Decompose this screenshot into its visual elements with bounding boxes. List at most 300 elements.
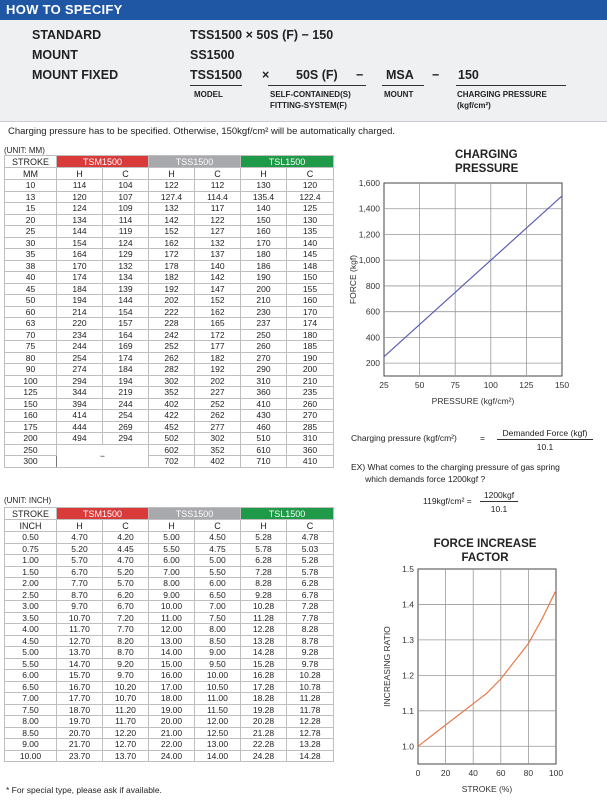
plot-frame bbox=[418, 569, 556, 764]
table-cell: 175 bbox=[5, 421, 57, 433]
table-cell: 19.28 bbox=[241, 704, 287, 716]
table-row bbox=[5, 444, 334, 456]
subheader-cell: H bbox=[57, 520, 103, 532]
subheader-cell: C bbox=[103, 168, 149, 180]
table-cell: 10.00 bbox=[149, 601, 195, 613]
table-cell: 7.28 bbox=[287, 601, 334, 613]
table-cell: 180 bbox=[287, 329, 334, 341]
table-cell: 157 bbox=[103, 318, 149, 330]
table-cell: 5.50 bbox=[149, 543, 195, 555]
tsl-header: TSL1500 bbox=[241, 508, 334, 520]
table-cell: 250 bbox=[241, 329, 287, 341]
table-row bbox=[5, 375, 334, 387]
table-subheader-row bbox=[5, 520, 334, 532]
pressure-code: 150 bbox=[458, 68, 479, 82]
table-cell: 8.50 bbox=[5, 727, 57, 739]
table-cell: 15.28 bbox=[241, 658, 287, 670]
table-cell: 4.50 bbox=[195, 532, 241, 544]
table-cell: 254 bbox=[103, 410, 149, 422]
table-cell: 300 bbox=[5, 456, 57, 468]
x-tick-label: 20 bbox=[440, 768, 451, 778]
table-cell: 11.70 bbox=[57, 624, 103, 636]
table-row bbox=[5, 589, 334, 601]
dash-1: − bbox=[356, 68, 364, 82]
table-cell: 90 bbox=[5, 364, 57, 376]
table-cell: 9.20 bbox=[103, 658, 149, 670]
table-cell: 6.50 bbox=[5, 681, 57, 693]
table-cell: 75 bbox=[5, 341, 57, 353]
plot-frame bbox=[384, 183, 562, 376]
table-cell: 352 bbox=[195, 444, 241, 456]
mount-label: MOUNT bbox=[32, 48, 78, 62]
table-cell: 16.28 bbox=[241, 670, 287, 682]
y-tick-label: 1.4 bbox=[402, 599, 414, 610]
table-cell: 192 bbox=[195, 364, 241, 376]
table-cell: 45 bbox=[5, 283, 57, 295]
table-row bbox=[5, 532, 334, 544]
table-cell: 160 bbox=[5, 410, 57, 422]
table-row bbox=[5, 249, 334, 261]
table-cell: 12.70 bbox=[57, 635, 103, 647]
table-cell: 12.50 bbox=[195, 727, 241, 739]
x-tick-label: 25 bbox=[379, 380, 389, 390]
table-cell: 6.28 bbox=[241, 555, 287, 567]
table-cell: 200 bbox=[241, 283, 287, 295]
table-cell: 414 bbox=[57, 410, 103, 422]
table-subheader-row bbox=[5, 168, 334, 180]
table-cell: 4.00 bbox=[5, 624, 57, 636]
subheader-cell: INCH bbox=[5, 520, 57, 532]
table-cell: 14.00 bbox=[195, 750, 241, 762]
table-cell: 11.20 bbox=[103, 704, 149, 716]
table-cell: 270 bbox=[287, 410, 334, 422]
table-cell: 109 bbox=[103, 203, 149, 215]
table-cell: 142 bbox=[149, 214, 195, 226]
table-row bbox=[5, 341, 334, 353]
table-cell: 227 bbox=[195, 387, 241, 399]
table-cell: 8.28 bbox=[287, 624, 334, 636]
table-cell: 70 bbox=[5, 329, 57, 341]
table-cell: 164 bbox=[57, 249, 103, 261]
subheader-cell: H bbox=[149, 520, 195, 532]
table-cell: 0.75 bbox=[5, 543, 57, 555]
table-cell: 7.70 bbox=[57, 578, 103, 590]
table-cell: 6.78 bbox=[287, 589, 334, 601]
table-cell: 202 bbox=[195, 375, 241, 387]
table-cell: 244 bbox=[57, 341, 103, 353]
table-cell: 10.50 bbox=[195, 681, 241, 693]
table-cell: 6.70 bbox=[57, 566, 103, 578]
formula-lhs: Charging pressure (kgf/cm²) bbox=[351, 433, 457, 443]
table-cell: 10.70 bbox=[103, 693, 149, 705]
table-cell: 5.50 bbox=[195, 566, 241, 578]
table-row bbox=[5, 433, 334, 445]
factor-chart-title: FORCE INCREASE FACTOR bbox=[433, 538, 537, 564]
table-row bbox=[5, 739, 334, 751]
y-tick-label: 1,600 bbox=[358, 178, 380, 188]
table-cell: 8.20 bbox=[103, 635, 149, 647]
dash-2: − bbox=[432, 68, 440, 82]
y-tick-label: 800 bbox=[365, 280, 380, 291]
x-axis-label: STROKE (%) bbox=[461, 784, 513, 794]
table-row bbox=[5, 352, 334, 364]
table-cell: 12.78 bbox=[287, 727, 334, 739]
table-cell: 162 bbox=[195, 306, 241, 318]
table-cell: 269 bbox=[103, 421, 149, 433]
table-cell: 20.70 bbox=[57, 727, 103, 739]
subheader-cell: MM bbox=[5, 168, 57, 180]
table-cell: 6.28 bbox=[287, 578, 334, 590]
table-cell: 19.00 bbox=[149, 704, 195, 716]
table-cell: 4.20 bbox=[103, 532, 149, 544]
table-row bbox=[5, 398, 334, 410]
table-cell: 7.28 bbox=[241, 566, 287, 578]
table-cell: 9.00 bbox=[195, 647, 241, 659]
table-cell: 13.70 bbox=[103, 750, 149, 762]
table-cell: 17.00 bbox=[149, 681, 195, 693]
table-row bbox=[5, 543, 334, 555]
table-cell: 174 bbox=[287, 318, 334, 330]
table-cell: 8.50 bbox=[195, 635, 241, 647]
table-cell: 610 bbox=[241, 444, 287, 456]
table-cell: 120 bbox=[287, 180, 334, 192]
table-cell: 210 bbox=[287, 375, 334, 387]
table-cell: 260 bbox=[241, 341, 287, 353]
subheader-cell: C bbox=[103, 520, 149, 532]
table-cell: 122.4 bbox=[287, 191, 334, 203]
mount-code: SS1500 bbox=[190, 48, 235, 62]
table-cell: 80 bbox=[5, 352, 57, 364]
mm-unit-label: (UNIT: MM) bbox=[4, 146, 45, 155]
table-cell: 9.28 bbox=[241, 589, 287, 601]
x-tick-label: 0 bbox=[415, 768, 421, 778]
tsm-header: TSM1500 bbox=[57, 156, 149, 168]
subheader-cell: C bbox=[195, 520, 241, 532]
table-cell: 150 bbox=[241, 214, 287, 226]
table-cell: 15 bbox=[5, 203, 57, 215]
table-cell: 7.00 bbox=[5, 693, 57, 705]
model-caption: MODEL bbox=[194, 90, 223, 99]
table-cell: 8.28 bbox=[241, 578, 287, 590]
table-cell: 254 bbox=[57, 352, 103, 364]
table-cell: 35 bbox=[5, 249, 57, 261]
table-cell: 11.78 bbox=[287, 704, 334, 716]
spec-panel bbox=[0, 20, 607, 122]
table-cell: 3.50 bbox=[5, 612, 57, 624]
table-cell: 244 bbox=[103, 398, 149, 410]
table-cell: 182 bbox=[195, 352, 241, 364]
table-row bbox=[5, 226, 334, 238]
table-cell: 22.00 bbox=[149, 739, 195, 751]
table-cell: 13.70 bbox=[57, 647, 103, 659]
table-cell: 260 bbox=[287, 398, 334, 410]
table-cell: 140 bbox=[287, 237, 334, 249]
table-cell: 8.00 bbox=[5, 716, 57, 728]
table-cell: 11.28 bbox=[287, 693, 334, 705]
table-cell: 2.50 bbox=[5, 589, 57, 601]
table-cell: 262 bbox=[149, 352, 195, 364]
table-cell: 360 bbox=[241, 387, 287, 399]
table-cell: 114 bbox=[103, 214, 149, 226]
table-cell: 3.00 bbox=[5, 601, 57, 613]
table-cell: 17.28 bbox=[241, 681, 287, 693]
table-cell: 192 bbox=[149, 283, 195, 295]
table-cell: 184 bbox=[57, 283, 103, 295]
table-cell: 135 bbox=[287, 226, 334, 238]
table-cell: 8.00 bbox=[149, 578, 195, 590]
table-cell: 10.28 bbox=[241, 601, 287, 613]
table-cell: 124 bbox=[103, 237, 149, 249]
table-cell: 160 bbox=[287, 295, 334, 307]
table-cell: 154 bbox=[103, 306, 149, 318]
table-cell: 14.28 bbox=[287, 750, 334, 762]
table-cell: 9.70 bbox=[103, 670, 149, 682]
table-cell: 174 bbox=[57, 272, 103, 284]
table-row bbox=[5, 681, 334, 693]
table-cell: 11.70 bbox=[103, 716, 149, 728]
table-cell: 6.00 bbox=[195, 578, 241, 590]
table-row bbox=[5, 578, 334, 590]
table-cell: 152 bbox=[149, 226, 195, 238]
x-tick-label: 150 bbox=[554, 380, 570, 390]
times-sign: × bbox=[262, 68, 270, 82]
table-cell: 18.70 bbox=[57, 704, 103, 716]
table-row bbox=[5, 180, 334, 192]
subheader-cell: C bbox=[287, 168, 334, 180]
table-cell: 40 bbox=[5, 272, 57, 284]
table-cell: 222 bbox=[149, 306, 195, 318]
table-cell: 132 bbox=[149, 203, 195, 215]
table-cell: 20.28 bbox=[241, 716, 287, 728]
table-row bbox=[5, 203, 334, 215]
table-cell: 352 bbox=[149, 387, 195, 399]
subheader-cell: C bbox=[195, 168, 241, 180]
table-cell: 235 bbox=[287, 387, 334, 399]
table-cell: 8.70 bbox=[103, 647, 149, 659]
table-cell: 10 bbox=[5, 180, 57, 192]
table-cell: 114 bbox=[57, 180, 103, 192]
table-cell: 144 bbox=[103, 295, 149, 307]
table-cell: 21.70 bbox=[57, 739, 103, 751]
tss-header: TSS1500 bbox=[149, 156, 241, 168]
table-cell: 8.78 bbox=[287, 635, 334, 647]
table-row bbox=[5, 750, 334, 762]
table-cell: 154 bbox=[57, 237, 103, 249]
table-row bbox=[5, 421, 334, 433]
y-tick-label: 1.1 bbox=[402, 705, 414, 716]
tsm-header: TSM1500 bbox=[57, 508, 149, 520]
table-cell: 125 bbox=[5, 387, 57, 399]
table-cell: 302 bbox=[195, 433, 241, 445]
y-tick-label: 1,000 bbox=[358, 255, 380, 266]
y-tick-label: 1.0 bbox=[402, 741, 414, 752]
table-cell: 169 bbox=[103, 341, 149, 353]
table-cell: 220 bbox=[57, 318, 103, 330]
table-cell: 502 bbox=[149, 433, 195, 445]
table-row bbox=[5, 237, 334, 249]
y-axis-label: FORCE (kgf) bbox=[348, 254, 358, 305]
table-row bbox=[5, 670, 334, 682]
table-cell: 165 bbox=[195, 318, 241, 330]
inch-spec-table bbox=[4, 507, 334, 762]
table-cell: 170 bbox=[241, 237, 287, 249]
table-row bbox=[5, 272, 334, 284]
table-row bbox=[5, 456, 334, 468]
table-cell: 7.78 bbox=[287, 612, 334, 624]
mount-code-fixed: MSA bbox=[386, 68, 414, 82]
table-cell: 15.00 bbox=[149, 658, 195, 670]
table-cell: 294 bbox=[103, 433, 149, 445]
table-cell: 214 bbox=[57, 306, 103, 318]
table-cell: 262 bbox=[195, 410, 241, 422]
table-cell: 16.70 bbox=[57, 681, 103, 693]
table-cell: 7.20 bbox=[103, 612, 149, 624]
table-row bbox=[5, 387, 334, 399]
table-cell: 4.78 bbox=[287, 532, 334, 544]
section-title: HOW TO SPECIFY bbox=[6, 2, 123, 17]
table-cell: 14.70 bbox=[57, 658, 103, 670]
mount-fixed-label: MOUNT FIXED bbox=[32, 68, 119, 82]
table-row bbox=[5, 635, 334, 647]
table-cell: 170 bbox=[287, 306, 334, 318]
model-underline bbox=[190, 85, 242, 86]
table-cell: 9.28 bbox=[287, 647, 334, 659]
table-cell: 129 bbox=[103, 249, 149, 261]
table-cell: 190 bbox=[287, 352, 334, 364]
table-cell: 114.4 bbox=[195, 191, 241, 203]
table-cell: 125 bbox=[287, 203, 334, 215]
table-cell: 144 bbox=[57, 226, 103, 238]
table-cell: 4.50 bbox=[5, 635, 57, 647]
table-cell: 21.28 bbox=[241, 727, 287, 739]
table-cell: 250 bbox=[5, 444, 57, 456]
table-cell: 178 bbox=[149, 260, 195, 272]
table-row bbox=[5, 214, 334, 226]
table-cell-dash: − bbox=[57, 444, 149, 467]
table-cell: 10.20 bbox=[103, 681, 149, 693]
table-cell: 12.00 bbox=[149, 624, 195, 636]
table-cell: 21.00 bbox=[149, 727, 195, 739]
table-cell: 13.28 bbox=[287, 739, 334, 751]
table-cell: 12.28 bbox=[241, 624, 287, 636]
table-cell: 8.70 bbox=[57, 589, 103, 601]
example-question: EX) What comes to the charging pressure of gas spring which demands force 1200kgf ? bbox=[351, 462, 560, 484]
table-cell: 230 bbox=[241, 306, 287, 318]
table-cell: 410 bbox=[241, 398, 287, 410]
table-row bbox=[5, 566, 334, 578]
table-cell: 444 bbox=[57, 421, 103, 433]
table-cell: 12.28 bbox=[287, 716, 334, 728]
table-cell: 5.28 bbox=[241, 532, 287, 544]
table-cell: 252 bbox=[195, 398, 241, 410]
mm-spec-table bbox=[4, 155, 334, 468]
table-cell: 4.45 bbox=[103, 543, 149, 555]
table-cell: 164 bbox=[103, 329, 149, 341]
y-tick-label: 200 bbox=[365, 358, 380, 369]
table-cell: 410 bbox=[287, 456, 334, 468]
formula-denominator: 10.1 bbox=[536, 442, 554, 452]
y-tick-label: 1,200 bbox=[358, 229, 380, 240]
pressure-caption: CHARGING PRESSURE (kgf/cm²) bbox=[457, 90, 547, 110]
table-cell: 360 bbox=[287, 444, 334, 456]
table-cell: 10.00 bbox=[195, 670, 241, 682]
table-cell: 7.00 bbox=[195, 601, 241, 613]
table-cell: 13 bbox=[5, 191, 57, 203]
x-tick-label: 75 bbox=[450, 380, 460, 390]
y-tick-label: 600 bbox=[365, 306, 380, 317]
table-row bbox=[5, 260, 334, 272]
model-code: TSS1500 bbox=[190, 68, 243, 82]
table-cell: 200 bbox=[5, 433, 57, 445]
pressure-underline bbox=[456, 85, 566, 86]
table-cell: 186 bbox=[241, 260, 287, 272]
table-cell: 117 bbox=[195, 203, 241, 215]
table-cell: 11.00 bbox=[195, 693, 241, 705]
table-cell: 177 bbox=[195, 341, 241, 353]
table-cell: 5.00 bbox=[195, 555, 241, 567]
x-tick-label: 50 bbox=[414, 380, 425, 390]
fitting-code: 50S (F) bbox=[296, 68, 338, 82]
table-cell: 112 bbox=[195, 180, 241, 192]
table-cell: 104 bbox=[103, 180, 149, 192]
table-cell: 120 bbox=[57, 191, 103, 203]
table-cell: 140 bbox=[241, 203, 287, 215]
table-row bbox=[5, 704, 334, 716]
example-lhs: 119kgf/cm² = bbox=[423, 496, 472, 506]
table-cell: 6.50 bbox=[195, 589, 241, 601]
table-cell: 130 bbox=[241, 180, 287, 192]
table-cell: 10.00 bbox=[5, 750, 57, 762]
table-cell: 702 bbox=[149, 456, 195, 468]
table-cell: 172 bbox=[149, 249, 195, 261]
table-cell: 234 bbox=[57, 329, 103, 341]
table-cell: 402 bbox=[149, 398, 195, 410]
table-cell: 127 bbox=[195, 226, 241, 238]
table-cell: 402 bbox=[195, 456, 241, 468]
table-cell: 132 bbox=[195, 237, 241, 249]
table-cell: 202 bbox=[149, 295, 195, 307]
table-cell: 200 bbox=[287, 364, 334, 376]
table-cell: 5.20 bbox=[103, 566, 149, 578]
table-cell: 135.4 bbox=[241, 191, 287, 203]
table-cell: 5.78 bbox=[287, 566, 334, 578]
table-cell: 148 bbox=[287, 260, 334, 272]
table-cell: 124 bbox=[57, 203, 103, 215]
table-cell: 13.28 bbox=[241, 635, 287, 647]
table-row bbox=[5, 306, 334, 318]
table-cell: 180 bbox=[241, 249, 287, 261]
table-cell: 24.00 bbox=[149, 750, 195, 762]
table-cell: 11.28 bbox=[241, 612, 287, 624]
table-cell: 122 bbox=[149, 180, 195, 192]
table-cell: 13.00 bbox=[195, 739, 241, 751]
pressure-chart-title: CHARGING PRESSURE bbox=[455, 149, 519, 175]
x-tick-label: 40 bbox=[468, 768, 478, 778]
subheader-cell: C bbox=[287, 520, 334, 532]
example-denominator: 10.1 bbox=[490, 504, 508, 514]
x-tick-label: 125 bbox=[519, 380, 534, 390]
table-cell: 134 bbox=[57, 214, 103, 226]
table-cell: 5.03 bbox=[287, 543, 334, 555]
y-axis-label: INCREASING RATIO bbox=[382, 626, 392, 707]
table-cell: 18.28 bbox=[241, 693, 287, 705]
table-cell: 150 bbox=[287, 272, 334, 284]
table-cell: 12.70 bbox=[103, 739, 149, 751]
table-cell: 38 bbox=[5, 260, 57, 272]
table-cell: 302 bbox=[149, 375, 195, 387]
fitting-underline bbox=[268, 85, 366, 86]
table-cell: 194 bbox=[103, 375, 149, 387]
